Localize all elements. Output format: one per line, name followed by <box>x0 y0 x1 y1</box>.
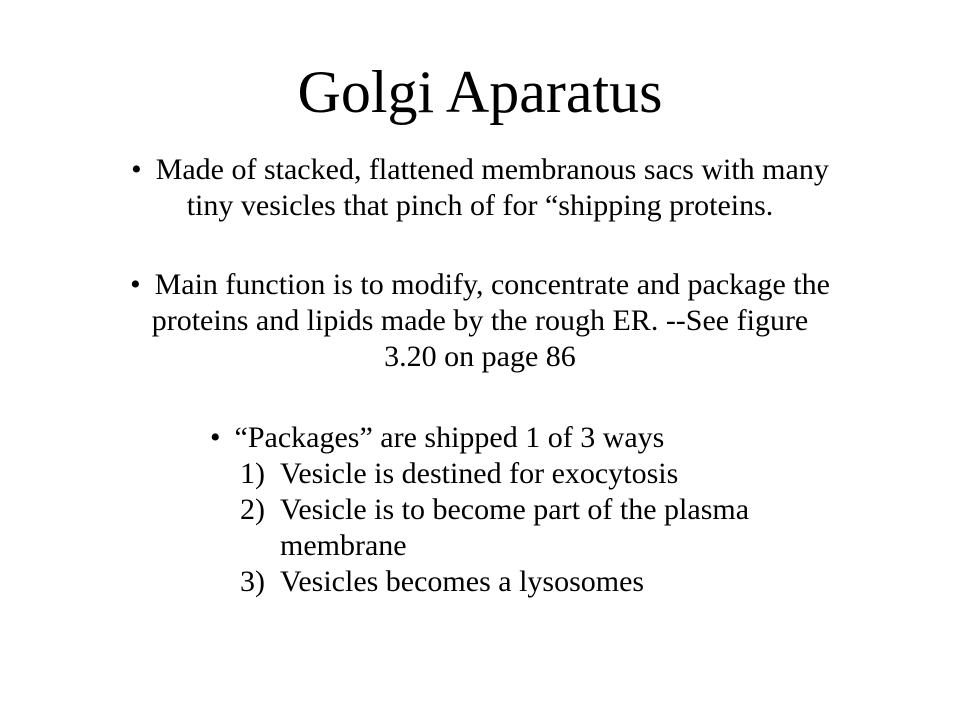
list-item <box>210 456 830 492</box>
slide-title: Golgi Aparatus <box>297 59 663 125</box>
list-item-text <box>280 492 830 564</box>
bullet-shipping-heading <box>210 420 830 456</box>
bullet-function-line-3: 3.20 on page 86 <box>384 340 576 373</box>
list-item <box>210 564 830 600</box>
bullet-function-line-1 <box>40 267 920 303</box>
list-item <box>210 492 830 564</box>
bullet-shipping <box>210 420 830 600</box>
bullet-structure-text-1: Made of stacked, flattened membranous sacs with many <box>155 153 829 186</box>
list-item-text: Vesicle is destined for exocytosis <box>280 457 679 490</box>
bullet-function-text-1: Main function is to modify, concentrate and package the <box>154 268 830 301</box>
bullet-structure-line-2: tiny vesicles that pinch of for “shipping proteins. <box>186 189 774 222</box>
shipping-ways-list <box>210 456 830 600</box>
list-item-text-line-2: membrane <box>280 529 407 562</box>
bullet-icon: • <box>131 153 142 186</box>
bullet-icon: • <box>210 421 221 454</box>
list-item-text-line-1: Vesicle is to become part of the plasma <box>280 493 750 526</box>
bullet-shipping-heading-text: “Packages” are shipped 1 of 3 ways <box>234 421 665 454</box>
list-item-number: 3) <box>240 565 265 598</box>
bullet-function <box>40 267 920 375</box>
bullet-icon: • <box>130 268 141 301</box>
bullet-function-line-2: proteins and lipids made by the rough ER. --See figure <box>151 304 809 337</box>
list-item-text: Vesicles becomes a lysosomes <box>280 565 645 598</box>
list-item-number: 1) <box>240 457 265 490</box>
bullet-structure-line-1 <box>40 152 920 188</box>
list-item-number: 2) <box>240 493 265 526</box>
bullet-structure <box>40 152 920 224</box>
